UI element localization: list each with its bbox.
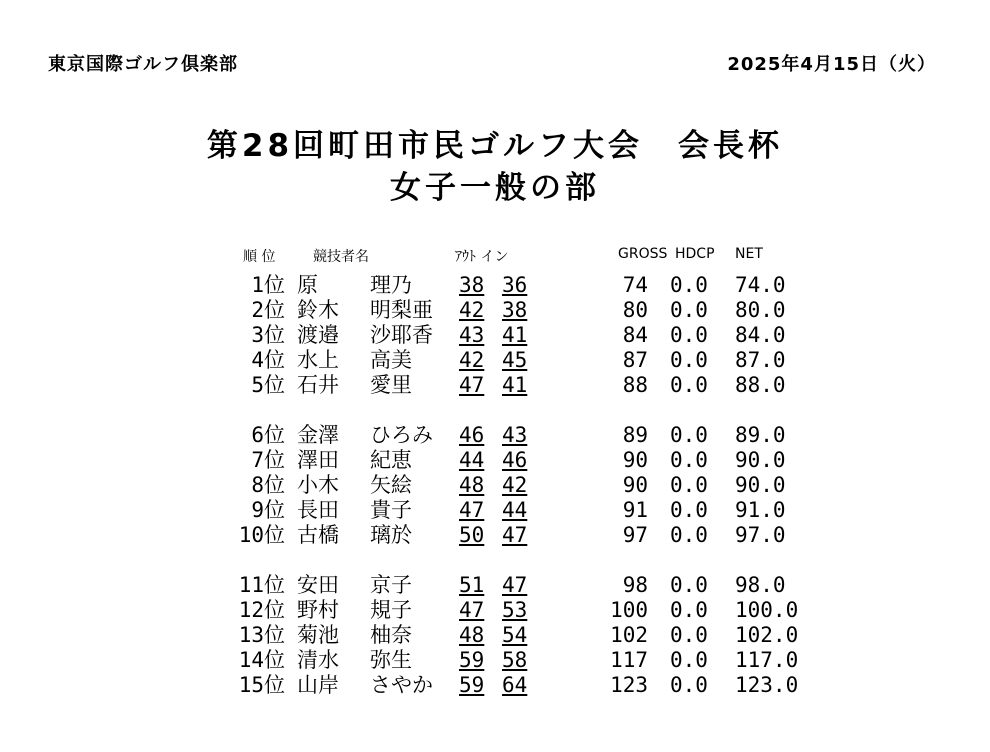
result-row — [0, 523, 990, 548]
results-list — [0, 273, 990, 698]
page-title: 第28回町田市民ゴルフ大会 会長杯 — [206, 128, 784, 164]
in-score: 36 — [502, 273, 528, 297]
in-score: 43 — [502, 423, 528, 447]
handicap: 0.0 — [670, 373, 708, 397]
handicap: 0.0 — [670, 473, 708, 497]
rank: 2位 — [251, 298, 285, 322]
net-score: 90.0 — [735, 448, 786, 472]
out-score: 42 — [459, 298, 485, 322]
player-given-name: 弥生 — [370, 648, 412, 672]
out-score: 51 — [459, 573, 485, 597]
rank: 7位 — [251, 448, 285, 472]
col-header-hdcp: HDCP — [675, 246, 715, 262]
gross-score: 123 — [610, 673, 648, 697]
result-row — [0, 673, 990, 698]
net-score: 80.0 — [735, 298, 786, 322]
in-score: 58 — [502, 648, 528, 672]
in-score: 41 — [502, 373, 528, 397]
rank: 4位 — [251, 348, 285, 372]
net-score: 87.0 — [735, 348, 786, 372]
player-surname: 澤田 — [297, 448, 339, 472]
handicap: 0.0 — [670, 573, 708, 597]
handicap: 0.0 — [670, 348, 708, 372]
player-surname: 山岸 — [297, 673, 339, 697]
net-score: 74.0 — [735, 273, 786, 297]
col-header-rank: 順 位 — [243, 249, 276, 265]
player-surname: 石井 — [297, 373, 339, 397]
rank: 12位 — [238, 598, 285, 622]
player-given-name: 愛里 — [370, 373, 412, 397]
net-score: 89.0 — [735, 423, 786, 447]
out-score: 48 — [459, 473, 485, 497]
handicap: 0.0 — [670, 498, 708, 522]
player-surname: 金澤 — [297, 423, 339, 447]
player-surname: 野村 — [297, 598, 339, 622]
player-given-name: 規子 — [370, 598, 412, 622]
gross-score: 74 — [622, 273, 648, 297]
player-surname: 水上 — [297, 348, 339, 372]
player-given-name: 璃於 — [370, 523, 412, 547]
in-score: 44 — [502, 498, 528, 522]
handicap: 0.0 — [670, 298, 708, 322]
net-score: 117.0 — [735, 648, 799, 672]
player-surname: 古橋 — [297, 523, 339, 547]
handicap: 0.0 — [670, 523, 708, 547]
in-score: 41 — [502, 323, 528, 347]
out-score: 38 — [459, 273, 485, 297]
group-spacer — [0, 398, 990, 423]
club-name: 東京国際ゴルフ倶楽部 — [48, 54, 238, 75]
gross-score: 87 — [622, 348, 648, 372]
in-score: 53 — [502, 598, 528, 622]
in-score: 42 — [502, 473, 528, 497]
result-row — [0, 623, 990, 648]
col-header-player: 競技者名 — [313, 249, 369, 265]
gross-score: 117 — [610, 648, 648, 672]
net-score: 98.0 — [735, 573, 786, 597]
in-score: 64 — [502, 673, 528, 697]
result-row — [0, 598, 990, 623]
handicap: 0.0 — [670, 598, 708, 622]
rank: 1位 — [251, 273, 285, 297]
result-row — [0, 348, 990, 373]
col-header-net: NET — [735, 246, 763, 262]
result-row — [0, 498, 990, 523]
gross-score: 91 — [622, 498, 648, 522]
rank: 14位 — [238, 648, 285, 672]
player-surname: 渡邉 — [297, 323, 339, 347]
rank: 6位 — [251, 423, 285, 447]
result-row — [0, 473, 990, 498]
rank: 13位 — [238, 623, 285, 647]
net-score: 123.0 — [735, 673, 799, 697]
player-surname: 安田 — [297, 573, 339, 597]
net-score: 97.0 — [735, 523, 786, 547]
event-date: 2025年4月15日（火） — [727, 54, 936, 75]
handicap: 0.0 — [670, 448, 708, 472]
player-given-name: 明梨亜 — [370, 298, 433, 322]
out-score: 59 — [459, 648, 485, 672]
player-surname: 原 — [297, 273, 318, 297]
gross-score: 89 — [622, 423, 648, 447]
handicap: 0.0 — [670, 673, 708, 697]
player-given-name: 高美 — [370, 348, 412, 372]
net-score: 102.0 — [735, 623, 799, 647]
net-score: 84.0 — [735, 323, 786, 347]
rank: 10位 — [238, 523, 285, 547]
handicap: 0.0 — [670, 648, 708, 672]
result-row — [0, 323, 990, 348]
player-given-name: ひろみ — [370, 423, 433, 447]
rank: 3位 — [251, 323, 285, 347]
in-score: 47 — [502, 523, 528, 547]
player-surname: 長田 — [297, 498, 339, 522]
page-subtitle: 女子一般の部 — [390, 170, 600, 206]
out-score: 44 — [459, 448, 485, 472]
in-score: 38 — [502, 298, 528, 322]
result-row — [0, 423, 990, 448]
player-given-name: 柚奈 — [370, 623, 412, 647]
col-header-gross: GROSS — [618, 246, 668, 262]
gross-score: 100 — [610, 598, 648, 622]
rank: 5位 — [251, 373, 285, 397]
gross-score: 97 — [622, 523, 648, 547]
player-surname: 鈴木 — [297, 298, 339, 322]
net-score: 100.0 — [735, 598, 799, 622]
player-given-name: 矢絵 — [370, 473, 412, 497]
gross-score: 90 — [622, 473, 648, 497]
out-score: 59 — [459, 673, 485, 697]
rank: 11位 — [238, 573, 285, 597]
result-row — [0, 373, 990, 398]
in-score: 47 — [502, 573, 528, 597]
gross-score: 88 — [622, 373, 648, 397]
net-score: 88.0 — [735, 373, 786, 397]
out-score: 43 — [459, 323, 485, 347]
net-score: 91.0 — [735, 498, 786, 522]
handicap: 0.0 — [670, 323, 708, 347]
player-given-name: 京子 — [370, 573, 412, 597]
result-row — [0, 573, 990, 598]
result-row — [0, 298, 990, 323]
group-spacer — [0, 548, 990, 573]
player-given-name: 沙耶香 — [370, 323, 433, 347]
player-surname: 小木 — [297, 473, 339, 497]
rank: 9位 — [251, 498, 285, 522]
gross-score: 102 — [610, 623, 648, 647]
in-score: 46 — [502, 448, 528, 472]
in-score: 54 — [502, 623, 528, 647]
out-score: 50 — [459, 523, 485, 547]
out-score: 48 — [459, 623, 485, 647]
handicap: 0.0 — [670, 273, 708, 297]
in-score: 45 — [502, 348, 528, 372]
out-score: 47 — [459, 373, 485, 397]
result-row — [0, 648, 990, 673]
result-row — [0, 273, 990, 298]
gross-score: 98 — [622, 573, 648, 597]
handicap: 0.0 — [670, 423, 708, 447]
handicap: 0.0 — [670, 623, 708, 647]
out-score: 47 — [459, 598, 485, 622]
col-header-out-in: ｱｳﾄ イン — [455, 249, 509, 265]
gross-score: 80 — [622, 298, 648, 322]
rank: 8位 — [251, 473, 285, 497]
player-surname: 菊池 — [297, 623, 339, 647]
out-score: 42 — [459, 348, 485, 372]
player-surname: 清水 — [297, 648, 339, 672]
out-score: 47 — [459, 498, 485, 522]
player-given-name: 紀恵 — [370, 448, 412, 472]
net-score: 90.0 — [735, 473, 786, 497]
player-given-name: さやか — [370, 673, 433, 697]
out-score: 46 — [459, 423, 485, 447]
player-given-name: 貴子 — [370, 498, 412, 522]
rank: 15位 — [238, 673, 285, 697]
player-given-name: 理乃 — [370, 273, 412, 297]
gross-score: 84 — [622, 323, 648, 347]
gross-score: 90 — [622, 448, 648, 472]
result-row — [0, 448, 990, 473]
